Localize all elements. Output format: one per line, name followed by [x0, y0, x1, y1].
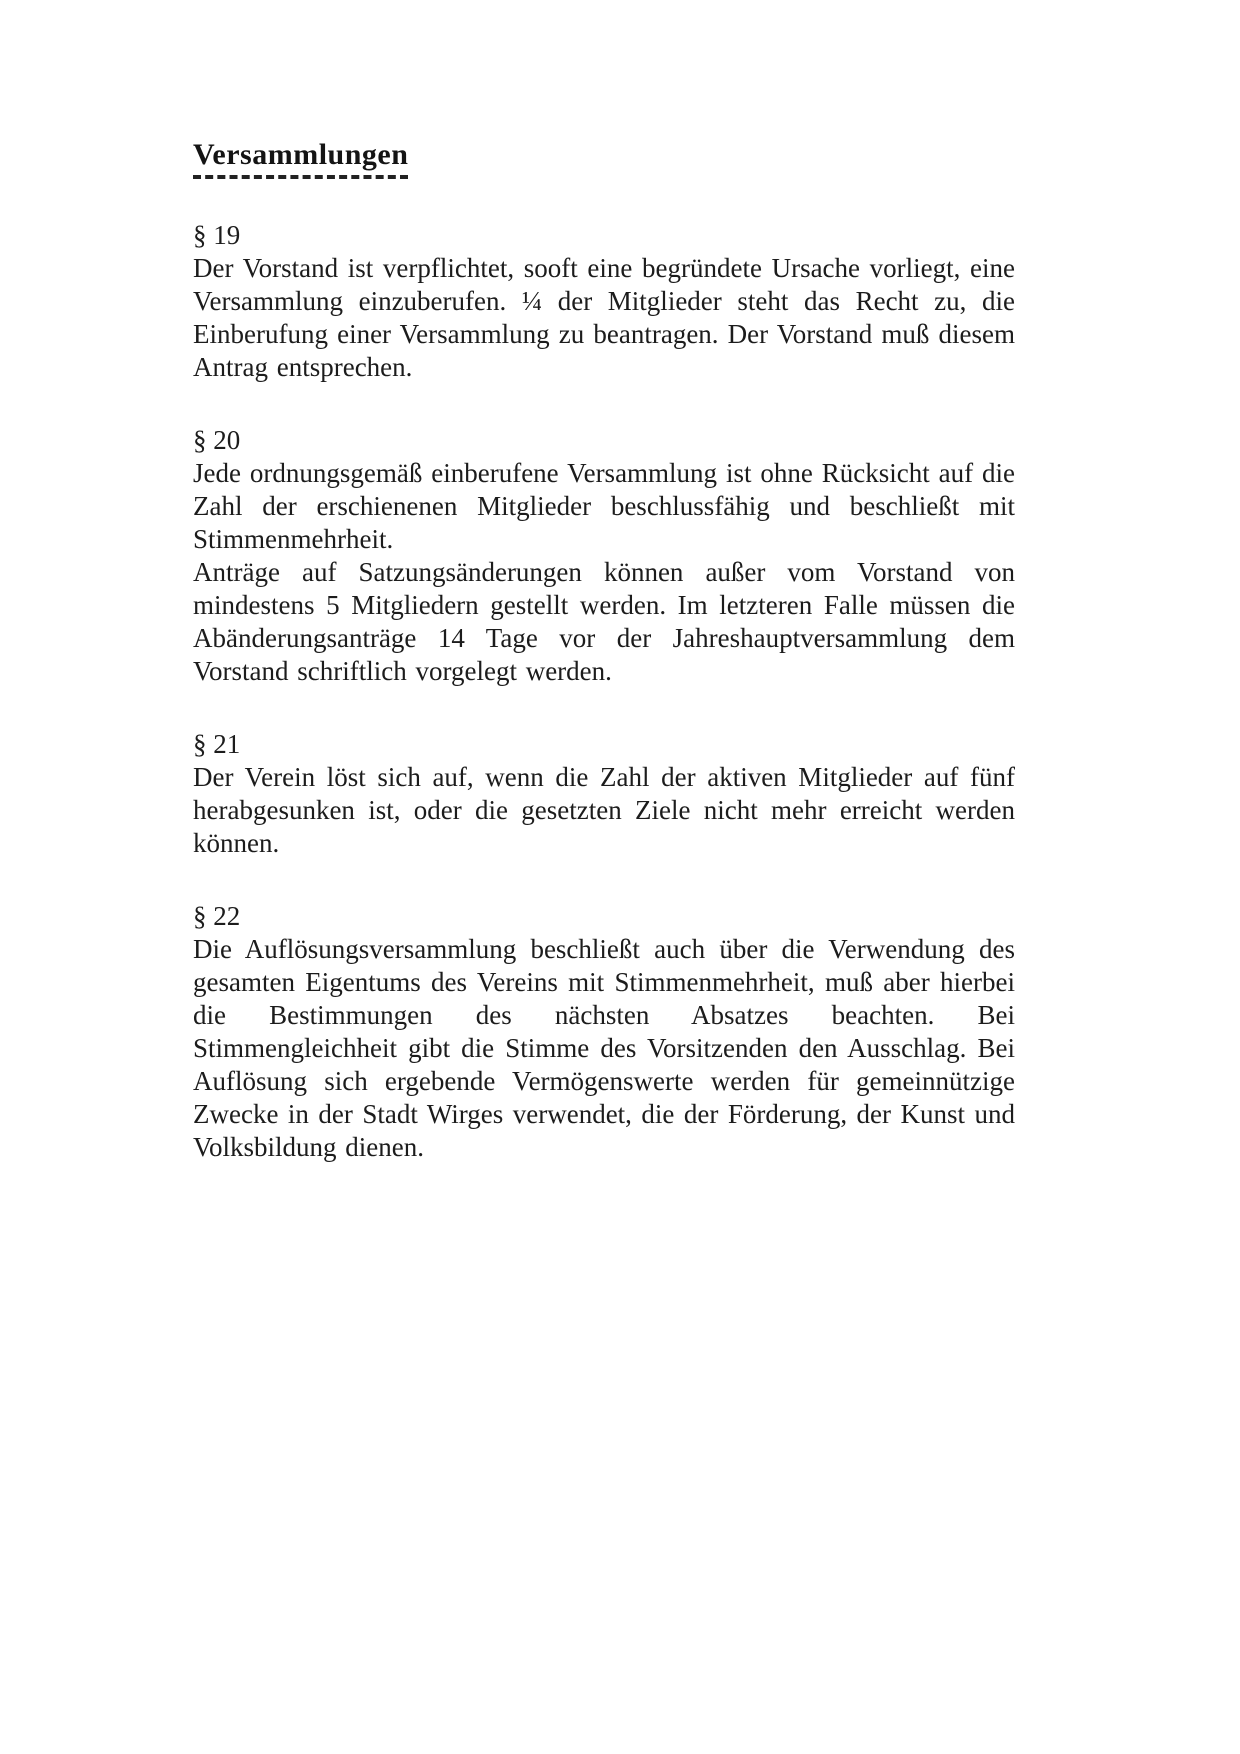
section-19-number: § 19: [193, 220, 241, 250]
section-22-paragraph-1: Die Auflösungsversammlung beschließt auch über die Verwendung des gesamten Eigentums des Vereins mit Stimmenmehrheit, muß aber hierbei die Bestimmungen des nächsten Absatzes beachten. Bei Stimmengleichheit gibt die Stimme des Vorsitzenden den Ausschlag. Bei Auflösung sich ergebende Vermögenswerte werden für gemeinnützige Zwecke in der Stadt Wirges verwendet, die der Förderung, der Kunst und Volksbildung dienen.: [193, 934, 1015, 1162]
section-19-paragraph-1: Der Vorstand ist verpflichtet, sooft eine begründete Ursache vorliegt, eine Versammlung einzuberufen. ¼ der Mitglieder steht das Recht zu, die Einberufung einer Versammlung zu beantragen. Der Vorstand muß diesem Antrag entsprechen.: [193, 253, 1015, 382]
section-21: [193, 728, 1015, 860]
document-heading: Versammlungen: [193, 138, 408, 179]
section-20: [193, 424, 1015, 688]
section-21-paragraph-1: Der Verein löst sich auf, wenn die Zahl der aktiven Mitglieder auf fünf herabgesunken ist, oder die gesetzten Ziele nicht mehr erreicht werden können.: [193, 762, 1015, 858]
section-22-number: § 22: [193, 901, 241, 931]
document-content: [193, 138, 1015, 1164]
section-20-paragraph-2: Anträge auf Satzungsänderungen können außer vom Vorstand von mindestens 5 Mitgliedern gestellt werden. Im letzteren Falle müssen die Abänderungsanträge 14 Tage vor der Jahreshauptversammlung dem Vorstand schriftlich vorgelegt werden.: [193, 557, 1015, 686]
section-20-paragraph-1: Jede ordnungsgemäß einberufene Versammlung ist ohne Rücksicht auf die Zahl der erschienenen Mitglieder beschlussfähig und beschließt mit Stimmenmehrheit.: [193, 458, 1015, 554]
section-21-number: § 21: [193, 729, 241, 759]
section-20-number: § 20: [193, 425, 241, 455]
section-22: [193, 900, 1015, 1164]
section-19: [193, 219, 1015, 384]
